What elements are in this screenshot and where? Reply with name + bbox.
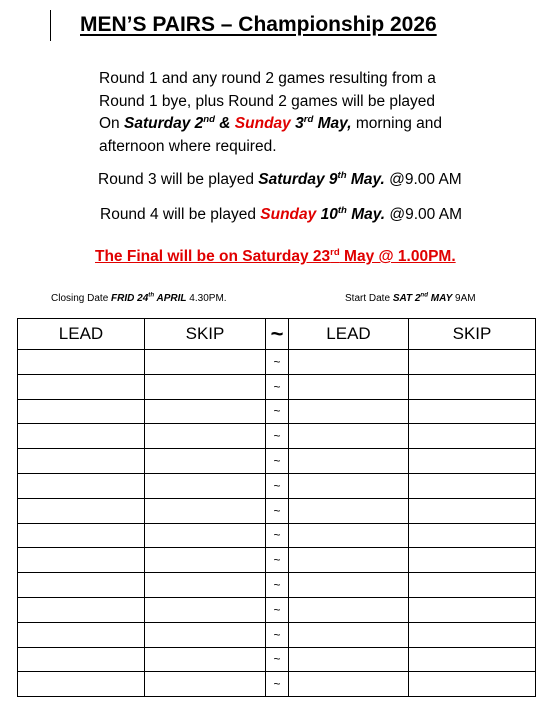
info-line — [99, 113, 442, 136]
final-info: The Final will be on Saturday 23rd May @ 1.00PM. — [95, 246, 456, 265]
rounds-1-2-info — [99, 68, 442, 158]
skip-cell[interactable] — [409, 350, 536, 375]
table-row — [18, 523, 536, 548]
skip-cell[interactable] — [145, 597, 266, 622]
table-row — [18, 399, 536, 424]
column-header-skip: SKIP — [409, 319, 536, 350]
skip-cell[interactable] — [409, 573, 536, 598]
skip-cell[interactable] — [145, 573, 266, 598]
info-line: Round 1 and any round 2 games resulting from a — [99, 70, 436, 87]
skip-cell[interactable] — [145, 622, 266, 647]
skip-cell[interactable] — [145, 424, 266, 449]
skip-cell[interactable] — [409, 647, 536, 672]
table-row — [18, 350, 536, 375]
separator-cell: ~ — [266, 473, 289, 498]
table-row — [18, 424, 536, 449]
table-row — [18, 573, 536, 598]
skip-cell[interactable] — [409, 548, 536, 573]
skip-cell[interactable] — [409, 622, 536, 647]
entry-table — [17, 318, 536, 697]
lead-cell[interactable] — [18, 424, 145, 449]
separator-cell: ~ — [266, 399, 289, 424]
skip-cell[interactable] — [145, 350, 266, 375]
table-row — [18, 449, 536, 474]
column-header-lead: LEAD — [18, 319, 145, 350]
lead-cell[interactable] — [18, 523, 145, 548]
separator-cell: ~ — [266, 573, 289, 598]
skip-cell[interactable] — [409, 672, 536, 697]
lead-cell[interactable] — [18, 350, 145, 375]
skip-cell[interactable] — [145, 523, 266, 548]
text-fragment: On — [99, 115, 124, 132]
separator-cell: ~ — [266, 647, 289, 672]
separator-cell: ~ — [266, 597, 289, 622]
column-header-lead: LEAD — [289, 319, 409, 350]
skip-cell[interactable] — [409, 523, 536, 548]
page-title: MEN’S PAIRS – Championship 2026 — [80, 13, 437, 36]
separator-cell: ~ — [266, 350, 289, 375]
skip-cell[interactable] — [145, 374, 266, 399]
lead-cell[interactable] — [289, 647, 409, 672]
lead-cell[interactable] — [18, 399, 145, 424]
lead-cell[interactable] — [18, 597, 145, 622]
separator-cell: ~ — [266, 498, 289, 523]
skip-cell[interactable] — [145, 449, 266, 474]
separator-cell: ~ — [266, 548, 289, 573]
lead-cell[interactable] — [18, 473, 145, 498]
lead-cell[interactable] — [289, 622, 409, 647]
lead-cell[interactable] — [289, 498, 409, 523]
column-header-skip: SKIP — [145, 319, 266, 350]
table-row — [18, 597, 536, 622]
skip-cell[interactable] — [409, 449, 536, 474]
lead-cell[interactable] — [18, 449, 145, 474]
table-header-row — [18, 319, 536, 350]
skip-cell[interactable] — [409, 498, 536, 523]
skip-cell[interactable] — [409, 473, 536, 498]
table-row — [18, 374, 536, 399]
lead-cell[interactable] — [18, 548, 145, 573]
table-row — [18, 548, 536, 573]
lead-cell[interactable] — [18, 498, 145, 523]
saturday-date: Saturday 2nd & — [123, 113, 235, 132]
lead-cell[interactable] — [289, 424, 409, 449]
skip-cell[interactable] — [409, 597, 536, 622]
sunday-label: Sunday — [234, 115, 291, 132]
lead-cell[interactable] — [289, 597, 409, 622]
table-row — [18, 647, 536, 672]
lead-cell[interactable] — [18, 622, 145, 647]
lead-cell[interactable] — [289, 672, 409, 697]
skip-cell[interactable] — [145, 473, 266, 498]
lead-cell[interactable] — [289, 449, 409, 474]
info-line: afternoon where required. — [99, 137, 277, 155]
lead-cell[interactable] — [289, 573, 409, 598]
skip-cell[interactable] — [409, 424, 536, 449]
skip-cell[interactable] — [145, 399, 266, 424]
round-4-info: Round 4 will be played Sunday 10th May. @9.00 AM — [100, 204, 463, 223]
lead-cell[interactable] — [18, 573, 145, 598]
table-row — [18, 672, 536, 697]
separator-cell: ~ — [266, 672, 289, 697]
separator-cell: ~ — [266, 523, 289, 548]
lead-cell[interactable] — [289, 374, 409, 399]
lead-cell[interactable] — [289, 473, 409, 498]
skip-cell[interactable] — [145, 647, 266, 672]
skip-cell[interactable] — [409, 374, 536, 399]
skip-cell[interactable] — [145, 548, 266, 573]
closing-date: Closing Date FRID 24th APRIL 4.30PM. — [51, 291, 227, 304]
sunday-date: 3rd May, — [290, 113, 352, 132]
separator-cell: ~ — [266, 449, 289, 474]
table-row — [18, 622, 536, 647]
info-line: Round 1 bye, plus Round 2 games will be played — [99, 92, 436, 110]
column-header-separator: ~ — [266, 319, 289, 350]
round-3-info: Round 3 will be played Saturday 9th May. @9.00 AM — [98, 169, 462, 188]
lead-cell[interactable] — [18, 672, 145, 697]
lead-cell[interactable] — [289, 399, 409, 424]
table-row — [18, 498, 536, 523]
table-row — [18, 473, 536, 498]
margin-rule — [50, 10, 51, 41]
lead-cell[interactable] — [18, 374, 145, 399]
separator-cell: ~ — [266, 374, 289, 399]
lead-cell[interactable] — [289, 548, 409, 573]
text-fragment: morning and — [351, 115, 442, 132]
skip-cell[interactable] — [145, 672, 266, 697]
lead-cell[interactable] — [289, 350, 409, 375]
skip-cell[interactable] — [145, 498, 266, 523]
lead-cell[interactable] — [18, 647, 145, 672]
lead-cell[interactable] — [289, 523, 409, 548]
separator-cell: ~ — [266, 424, 289, 449]
skip-cell[interactable] — [409, 399, 536, 424]
separator-cell: ~ — [266, 622, 289, 647]
start-date: Start Date SAT 2nd MAY 9AM — [345, 291, 476, 304]
